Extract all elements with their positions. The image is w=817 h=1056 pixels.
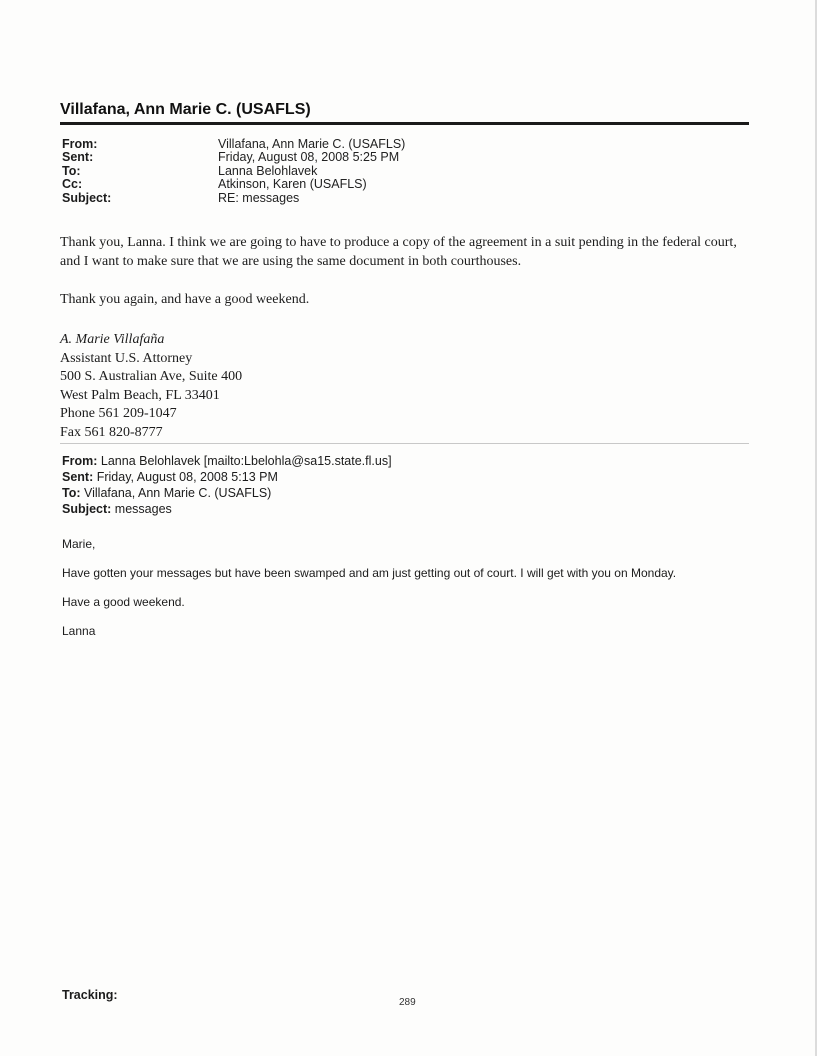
quoted-from-row <box>62 453 392 469</box>
quoted-signoff: Lanna <box>62 624 96 638</box>
quoted-subject-value: messages <box>114 502 172 516</box>
quoted-separator <box>60 443 749 444</box>
quoted-subject-row <box>62 501 392 517</box>
body-paragraph: Thank you, Lanna. I think we are going to have to produce a copy of the agreement in a suit pending in the federal court, and I want to make sure that we are using the same document in both courthouses. <box>60 235 737 269</box>
quoted-paragraph: Have gotten your messages but have been swamped and am just getting out of court. I will get with you on Monday. <box>62 566 677 580</box>
signature-phone: Phone 561 209-1047 <box>60 406 177 421</box>
quoted-sent-value: Friday, August 08, 2008 5:13 PM <box>96 470 278 484</box>
quoted-closing: Have a good weekend. <box>62 595 185 609</box>
signature-fax: Fax 561 820-8777 <box>60 424 163 440</box>
cc-value: Atkinson, Karen (USAFLS) <box>218 177 367 192</box>
header-row-to <box>62 165 405 178</box>
header-row-cc <box>62 178 405 191</box>
quoted-to-label: To: <box>62 486 81 500</box>
quoted-sent-label: Sent: <box>62 470 94 484</box>
header-row-sent <box>62 151 405 164</box>
from-label: From: <box>62 137 98 151</box>
quoted-header <box>62 453 392 517</box>
signature-address: 500 S. Australian Ave, Suite 400 <box>60 369 243 384</box>
quoted-to-value: Villafana, Ann Marie C. (USAFLS) <box>84 486 272 500</box>
quoted-greeting: Marie, <box>62 537 96 551</box>
sent-value: Friday, August 08, 2008 5:25 PM <box>218 150 400 165</box>
quoted-body <box>62 537 762 653</box>
subject-value: RE: messages <box>218 190 300 205</box>
sender-title: Villafana, Ann Marie C. (USAFLS) <box>60 101 311 118</box>
to-label: To: <box>62 163 81 178</box>
tracking-label: Tracking: <box>62 988 118 1002</box>
subject-label: Subject: <box>62 190 112 205</box>
signature-city: West Palm Beach, FL 33401 <box>60 387 220 403</box>
page-number: 289 <box>399 997 416 1008</box>
sent-label: Sent: <box>62 150 94 165</box>
header-row-from <box>62 138 405 151</box>
quoted-to-row <box>62 485 392 501</box>
header-rule <box>60 122 749 125</box>
from-value: Villafana, Ann Marie C. (USAFLS) <box>218 137 406 151</box>
cc-label: Cc: <box>62 177 83 192</box>
signature-block <box>60 331 242 442</box>
message-body <box>60 233 760 309</box>
header-row-subject <box>62 192 405 205</box>
email-header <box>62 138 405 205</box>
signature-title: Assistant U.S. Attorney <box>60 350 193 366</box>
quoted-sent-row <box>62 469 392 485</box>
to-value: Lanna Belohlavek <box>218 163 318 178</box>
signature-name: A. Marie Villafaña <box>60 332 165 347</box>
quoted-subject-label: Subject: <box>62 502 112 516</box>
quoted-from-value: Lanna Belohlavek [mailto:Lbelohla@sa15.state.fl.us] <box>100 454 392 468</box>
quoted-from-label: From: <box>62 454 98 468</box>
body-paragraph: Thank you again, and have a good weekend. <box>60 292 310 307</box>
